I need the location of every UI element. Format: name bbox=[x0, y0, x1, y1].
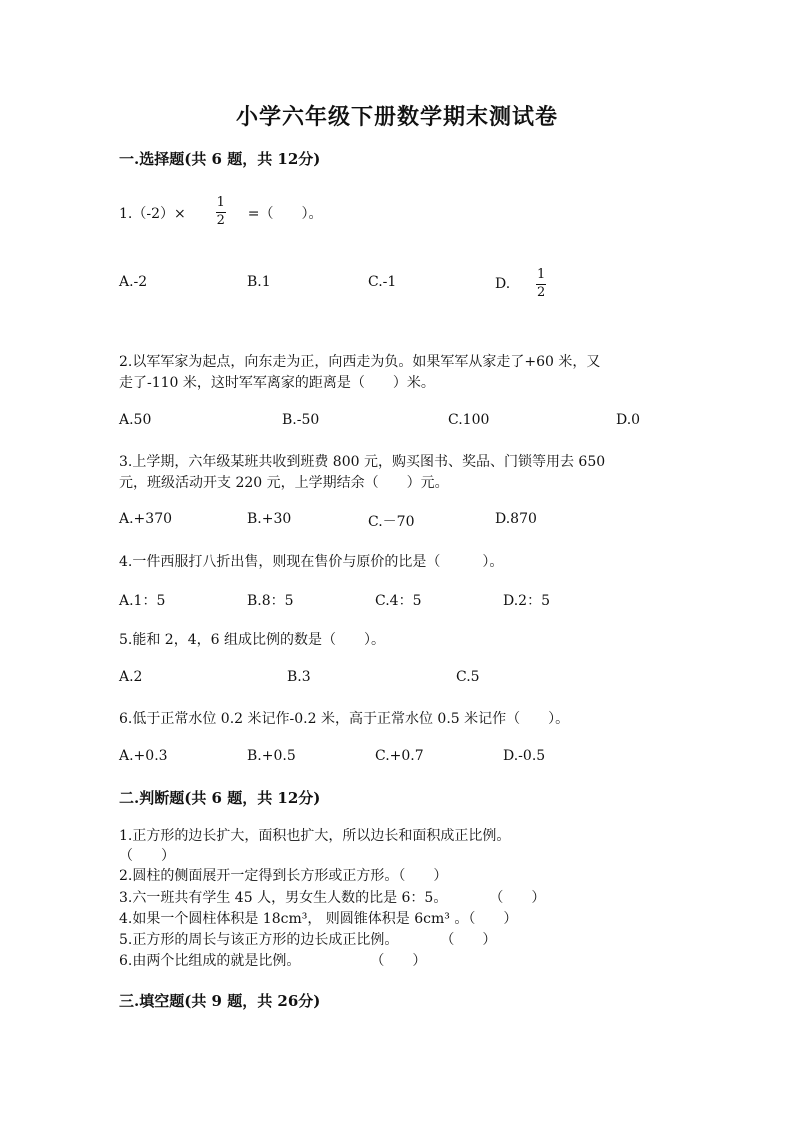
q6-option-d[interactable]: D.-0.5 bbox=[503, 748, 546, 764]
q4-option-a[interactable]: A.1：5 bbox=[119, 593, 166, 609]
q6-option-b[interactable]: B.+0.5 bbox=[247, 748, 296, 764]
q3-option-a[interactable]: A.+370 bbox=[119, 511, 173, 527]
q3-option-d[interactable]: D.870 bbox=[495, 511, 537, 527]
q2-option-c[interactable]: C.100 bbox=[448, 412, 490, 428]
q1-option-d-label: D. bbox=[495, 276, 511, 292]
q1-option-a[interactable]: A.-2 bbox=[119, 274, 148, 290]
q4-option-d[interactable]: D.2：5 bbox=[503, 593, 550, 609]
section-choice-heading: 一.选择题(共 6 题，共 12分) bbox=[119, 150, 321, 168]
q3-option-b[interactable]: B.+30 bbox=[247, 511, 292, 527]
q4-option-b[interactable]: B.8：5 bbox=[247, 593, 294, 609]
q5-option-b[interactable]: B.3 bbox=[287, 669, 311, 685]
fraction-numerator: 1 bbox=[216, 195, 225, 210]
judgement-item-5: 5.正方形的周长与该正方形的边长成正比例。 （ ） bbox=[119, 932, 497, 948]
q2-option-b[interactable]: B.-50 bbox=[282, 412, 320, 428]
fraction-numerator: 1 bbox=[537, 267, 546, 282]
question-6: 6.低于正常水位 0.2 米记作-0.2 米，高于正常水位 0.5 米记作（ ）。 bbox=[119, 711, 570, 727]
judgement-item-3: 3.六一班共有学生 45 人，男女生人数的比是 6：5。 （ ） bbox=[119, 890, 546, 906]
question-3-line-1: 3.上学期，六年级某班共收到班费 800 元，购买图书、奖品、门锁等用去 650 bbox=[119, 454, 606, 470]
fraction-denominator: 2 bbox=[537, 285, 546, 300]
judgement-item-1-answer[interactable]: （ ） bbox=[119, 848, 175, 864]
question-5: 5.能和 2，4，6 组成比例的数是（ ）。 bbox=[119, 632, 385, 648]
q5-option-c[interactable]: C.5 bbox=[456, 669, 480, 685]
question-2-line-1: 2.以军军家为起点，向东走为正，向西走为负。如果军军从家走了+60 米，又 bbox=[119, 354, 601, 370]
fraction-one-half bbox=[536, 268, 546, 300]
q1-option-c[interactable]: C.-1 bbox=[368, 274, 397, 290]
question-3-line-2: 元，班级活动开支 220 元，上学期结余（ ）元。 bbox=[119, 475, 449, 491]
page-title: 小学六年级下册数学期末测试卷 bbox=[235, 104, 558, 130]
q6-option-a[interactable]: A.+0.3 bbox=[119, 748, 168, 764]
q1-option-b[interactable]: B.1 bbox=[247, 274, 271, 290]
question-1-prefix: 1.（-2）× bbox=[119, 206, 186, 222]
judgement-item-6: 6.由两个比组成的就是比例。 （ ） bbox=[119, 953, 427, 969]
judgement-item-1: 1.正方形的边长扩大，面积也扩大，所以边长和面积成正比例。 bbox=[119, 828, 511, 844]
question-1-suffix: =（ ）。 bbox=[247, 206, 323, 222]
fraction-denominator: 2 bbox=[216, 213, 225, 228]
q2-option-d[interactable]: D.0 bbox=[616, 412, 641, 428]
q5-option-a[interactable]: A.2 bbox=[119, 669, 143, 685]
section-fill-heading: 三.填空题(共 9 题，共 26分) bbox=[119, 992, 321, 1010]
question-1 bbox=[119, 195, 323, 228]
question-4: 4.一件西服打八折出售，则现在售价与原价的比是（ ）。 bbox=[119, 554, 504, 570]
q1-option-d[interactable] bbox=[495, 268, 546, 300]
q3-option-c[interactable]: C.－70 bbox=[368, 514, 415, 530]
q2-option-a[interactable]: A.50 bbox=[119, 412, 152, 428]
q4-option-c[interactable]: C.4：5 bbox=[375, 593, 422, 609]
question-2-line-2: 走了-110 米，这时军军离家的距离是（ ）米。 bbox=[119, 375, 435, 391]
section-judgement-heading: 二.判断题(共 6 题，共 12分) bbox=[119, 789, 321, 807]
q6-option-c[interactable]: C.+0.7 bbox=[375, 748, 424, 764]
judgement-item-4: 4.如果一个圆柱体积是 18cm³， 则圆锥体积是 6cm³ 。（ ） bbox=[119, 911, 518, 927]
fraction-one-half bbox=[216, 196, 226, 228]
judgement-item-2: 2.圆柱的侧面展开一定得到长方形或正方形。（ ） bbox=[119, 868, 448, 884]
